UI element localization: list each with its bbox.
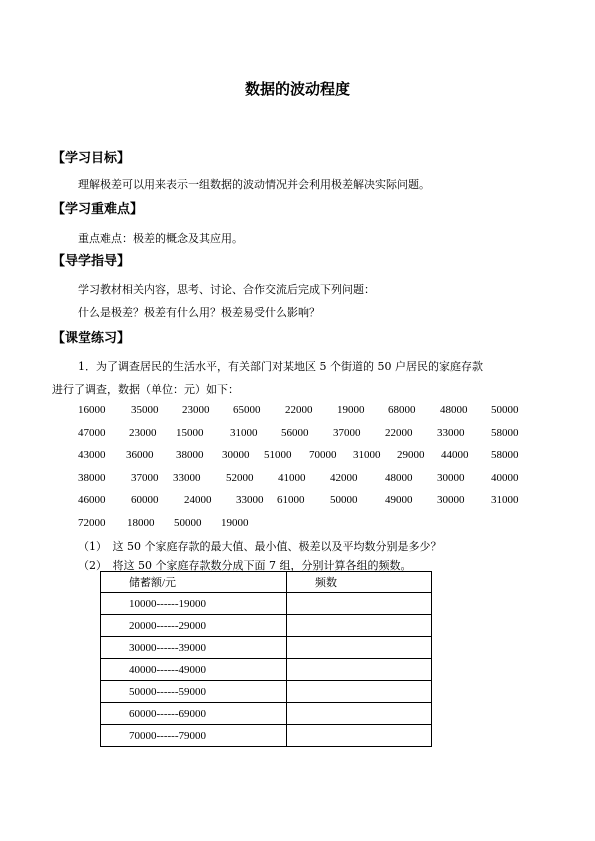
data-value: 48000 [385, 472, 413, 484]
problem-line-2: 进行了调查，数据（单位：元）如下： [52, 383, 239, 396]
data-value: 30000 [437, 472, 465, 484]
table-row [101, 659, 432, 681]
frequency-cell[interactable] [287, 593, 432, 615]
frequency-table [100, 571, 432, 747]
data-value: 30000 [222, 449, 250, 461]
section-heading-key: 【学习重难点】 [52, 202, 144, 217]
guide-line-1: 学习教材相关内容，思考、讨论、合作交流后完成下列问题： [78, 283, 375, 296]
table-header-frequency: 频数 [287, 572, 432, 593]
data-value: 22000 [285, 404, 313, 416]
data-value: 52000 [226, 472, 254, 484]
data-value: 58000 [491, 427, 519, 439]
frequency-cell[interactable] [287, 659, 432, 681]
data-value: 24000 [184, 494, 212, 506]
problem-line-1: 1．为了调查居民的生活水平，有关部门对某地区 5 个街道的 50 户居民的家庭存款 [78, 360, 483, 373]
data-value: 40000 [491, 472, 519, 484]
data-value: 36000 [126, 449, 154, 461]
key-text: 重点难点：极差的概念及其应用。 [78, 232, 243, 245]
data-value: 33000 [236, 494, 264, 506]
data-value: 31000 [353, 449, 381, 461]
range-cell: 60000------69000 [101, 703, 287, 725]
data-value: 15000 [176, 427, 204, 439]
range-cell: 50000------59000 [101, 681, 287, 703]
section-heading-guide: 【导学指导】 [52, 254, 131, 269]
section-heading-goal: 【学习目标】 [52, 151, 131, 166]
data-value: 18000 [127, 517, 155, 529]
data-value: 41000 [278, 472, 306, 484]
data-value: 49000 [385, 494, 413, 506]
table-row [101, 725, 432, 747]
data-value: 37000 [333, 427, 361, 439]
table-row [101, 637, 432, 659]
data-value: 31000 [230, 427, 258, 439]
data-value: 48000 [440, 404, 468, 416]
data-value: 30000 [437, 494, 465, 506]
section-heading-practice: 【课堂练习】 [52, 331, 131, 346]
data-value: 19000 [221, 517, 249, 529]
data-value: 43000 [78, 449, 106, 461]
data-value: 51000 [264, 449, 292, 461]
data-value: 22000 [385, 427, 413, 439]
frequency-cell[interactable] [287, 725, 432, 747]
data-value: 50000 [174, 517, 202, 529]
data-value: 47000 [78, 427, 106, 439]
question-1: （1） 这 50 个家庭存款的最大值、最小值、极差以及平均数分别是多少？ [78, 540, 442, 553]
table-row [101, 681, 432, 703]
data-value: 50000 [491, 404, 519, 416]
data-value: 42000 [330, 472, 358, 484]
data-value: 58000 [491, 449, 519, 461]
table-row [101, 615, 432, 637]
data-value: 33000 [437, 427, 465, 439]
range-cell: 30000------39000 [101, 637, 287, 659]
table-row [101, 593, 432, 615]
range-cell: 20000------29000 [101, 615, 287, 637]
table-row [101, 703, 432, 725]
table-header-amount: 储蓄额/元 [101, 572, 287, 593]
data-value: 60000 [131, 494, 159, 506]
data-value: 56000 [281, 427, 309, 439]
data-value: 65000 [233, 404, 261, 416]
data-value: 31000 [491, 494, 519, 506]
question-2: （2） 将这 50 个家庭存款数分成下面 7 组，分别计算各组的频数。 [78, 559, 412, 572]
frequency-cell[interactable] [287, 703, 432, 725]
data-value: 46000 [78, 494, 106, 506]
data-value: 23000 [129, 427, 157, 439]
range-cell: 10000------19000 [101, 593, 287, 615]
data-value: 29000 [397, 449, 425, 461]
range-cell: 40000------49000 [101, 659, 287, 681]
goal-text: 理解极差可以用来表示一组数据的波动情况并会利用极差解决实际问题。 [78, 178, 430, 191]
data-value: 44000 [441, 449, 469, 461]
frequency-cell[interactable] [287, 637, 432, 659]
page-title: 数据的波动程度 [244, 80, 350, 98]
data-value: 23000 [182, 404, 210, 416]
data-value: 19000 [337, 404, 365, 416]
data-value: 61000 [277, 494, 305, 506]
data-value: 37000 [131, 472, 159, 484]
data-value: 16000 [78, 404, 106, 416]
data-value: 72000 [78, 517, 106, 529]
data-value: 70000 [309, 449, 337, 461]
guide-line-2: 什么是极差？极差有什么用？极差易受什么影响？ [78, 306, 320, 319]
frequency-cell[interactable] [287, 615, 432, 637]
data-value: 68000 [388, 404, 416, 416]
table-header-row [101, 572, 432, 593]
data-value: 38000 [176, 449, 204, 461]
frequency-cell[interactable] [287, 681, 432, 703]
data-value: 33000 [173, 472, 201, 484]
data-value: 38000 [78, 472, 106, 484]
data-value: 35000 [131, 404, 159, 416]
data-value: 50000 [330, 494, 358, 506]
range-cell: 70000------79000 [101, 725, 287, 747]
